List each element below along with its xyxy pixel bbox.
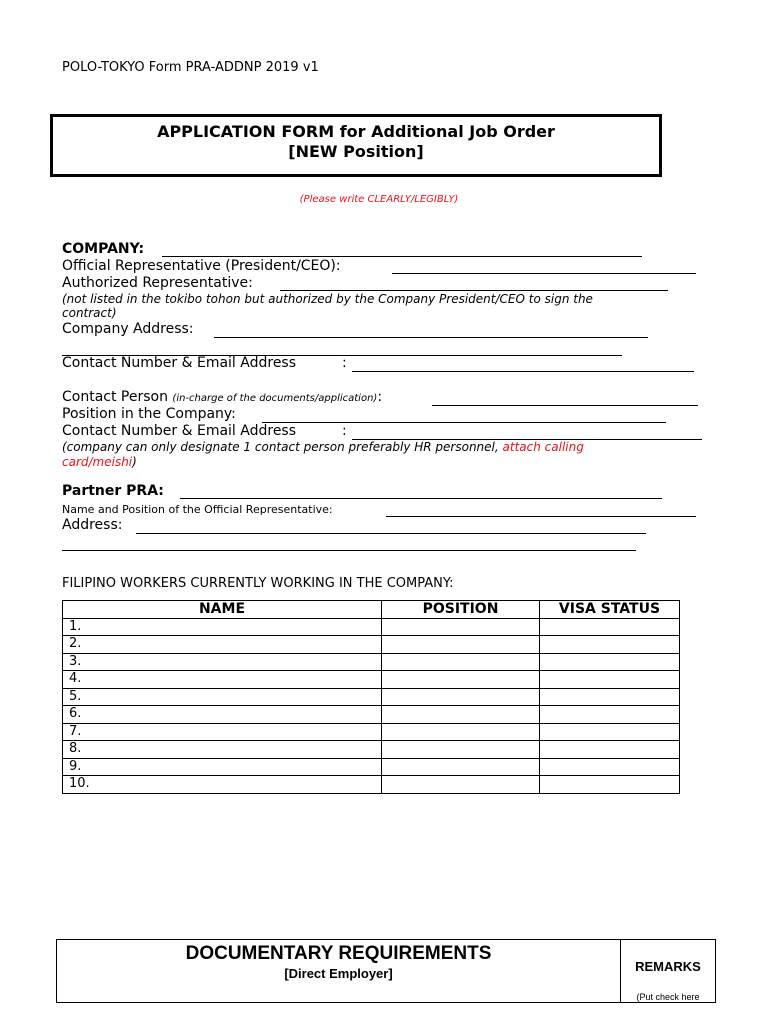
- official-rep-label: Official Representative (President/CEO):: [62, 258, 341, 274]
- partner-address-field-2[interactable]: [62, 550, 636, 551]
- form-subtitle: [NEW Position]: [288, 142, 424, 161]
- partner-field[interactable]: [180, 498, 662, 499]
- contact-colon: :: [342, 355, 347, 371]
- position-cell[interactable]: [382, 653, 540, 671]
- table-row: [63, 618, 680, 636]
- designate-note-red: attach calling: [502, 440, 584, 454]
- position-cell[interactable]: [382, 741, 540, 759]
- row-number[interactable]: 2.: [63, 636, 382, 654]
- table-row: [63, 653, 680, 671]
- contact2-label: Contact Number & Email Address: [62, 423, 297, 439]
- company-address-label: Company Address:: [62, 321, 194, 337]
- visa-cell[interactable]: [540, 636, 680, 654]
- position-cell[interactable]: [382, 671, 540, 689]
- company-field[interactable]: [162, 256, 642, 257]
- official-rep-field[interactable]: [392, 273, 696, 274]
- contact-field[interactable]: [352, 371, 694, 372]
- partner-rep-field[interactable]: [386, 516, 696, 517]
- position-field[interactable]: [262, 422, 666, 423]
- designate-note-end: ): [132, 455, 137, 469]
- row-number[interactable]: 8.: [63, 741, 382, 759]
- table-row: [63, 741, 680, 759]
- row-number[interactable]: 4.: [63, 671, 382, 689]
- workers-table: [62, 600, 680, 794]
- documentary-title: DOCUMENTARY REQUIREMENTS: [185, 943, 492, 964]
- row-number[interactable]: 5.: [63, 688, 382, 706]
- remarks-label: REMARKS: [635, 959, 701, 974]
- contact-person-label: [62, 389, 382, 405]
- table-row: [63, 758, 680, 776]
- contact-person-text: Contact Person: [62, 389, 168, 405]
- position-cell[interactable]: [382, 723, 540, 741]
- col-position-header: POSITION: [382, 601, 540, 619]
- remarks-note: (Put check here: [636, 992, 700, 1002]
- table-row: [63, 688, 680, 706]
- contact2-colon: :: [342, 423, 347, 439]
- visa-cell[interactable]: [540, 688, 680, 706]
- position-cell[interactable]: [382, 758, 540, 776]
- partner-address-label: Address:: [62, 517, 123, 533]
- row-number[interactable]: 10.: [63, 776, 382, 794]
- row-number[interactable]: 7.: [63, 723, 382, 741]
- visa-cell[interactable]: [540, 618, 680, 636]
- position-cell[interactable]: [382, 618, 540, 636]
- documentary-requirements-box: [56, 939, 716, 1003]
- row-number[interactable]: 6.: [63, 706, 382, 724]
- position-label: Position in the Company:: [62, 406, 236, 422]
- visa-cell[interactable]: [540, 741, 680, 759]
- contact-person-field[interactable]: [432, 405, 698, 406]
- authorized-rep-label: Authorized Representative:: [62, 275, 253, 291]
- position-cell[interactable]: [382, 706, 540, 724]
- visa-cell[interactable]: [540, 776, 680, 794]
- partner-rep-label: Name and Position of the Official Representative:: [62, 503, 333, 516]
- partner-address-field[interactable]: [136, 533, 646, 534]
- table-row: [63, 636, 680, 654]
- authorized-note: (not listed in the tokibo tohon but authorized by the Company President/CEO to sign the: [62, 292, 593, 306]
- table-row: [63, 723, 680, 741]
- table-header-row: [63, 601, 680, 619]
- position-cell[interactable]: [382, 688, 540, 706]
- designate-note: [62, 440, 584, 454]
- instruction-text: (Please write CLEARLY/LEGIBLY): [299, 194, 459, 205]
- authorized-rep-field[interactable]: [280, 290, 668, 291]
- table-row: [63, 776, 680, 794]
- contact-person-note: (in-charge of the documents/application): [172, 393, 378, 404]
- position-cell[interactable]: [382, 776, 540, 794]
- visa-cell[interactable]: [540, 653, 680, 671]
- row-number[interactable]: 9.: [63, 758, 382, 776]
- form-title: APPLICATION FORM for Additional Job Order: [157, 122, 555, 141]
- designate-note-text: (company can only designate 1 contact person preferably HR personnel,: [62, 440, 499, 454]
- documentary-main-cell: [57, 940, 621, 1002]
- contact-person-colon: :: [377, 389, 383, 405]
- company-label: COMPANY:: [62, 241, 145, 257]
- row-number[interactable]: 1.: [63, 618, 382, 636]
- row-number[interactable]: 3.: [63, 653, 382, 671]
- remarks-cell: [621, 940, 715, 1002]
- contact-label: Contact Number & Email Address: [62, 355, 297, 371]
- form-code: POLO-TOKYO Form PRA-ADDNP 2019 v1: [62, 60, 319, 75]
- visa-cell[interactable]: [540, 671, 680, 689]
- visa-cell[interactable]: [540, 723, 680, 741]
- visa-cell[interactable]: [540, 706, 680, 724]
- company-address-field[interactable]: [214, 337, 648, 338]
- partner-label: Partner PRA:: [62, 483, 164, 499]
- title-box: [50, 114, 662, 177]
- designate-note-red-2: card/meishi: [62, 455, 133, 469]
- documentary-subtitle: [Direct Employer]: [284, 966, 393, 981]
- table-row: [63, 671, 680, 689]
- position-cell[interactable]: [382, 636, 540, 654]
- workers-heading: FILIPINO WORKERS CURRENTLY WORKING IN THE COMPANY:: [62, 576, 454, 591]
- table-row: [63, 706, 680, 724]
- col-visa-header: VISA STATUS: [540, 601, 680, 619]
- col-name-header: NAME: [63, 601, 382, 619]
- visa-cell[interactable]: [540, 758, 680, 776]
- authorized-note-2: contract): [62, 306, 117, 320]
- designate-note-2: [62, 455, 137, 469]
